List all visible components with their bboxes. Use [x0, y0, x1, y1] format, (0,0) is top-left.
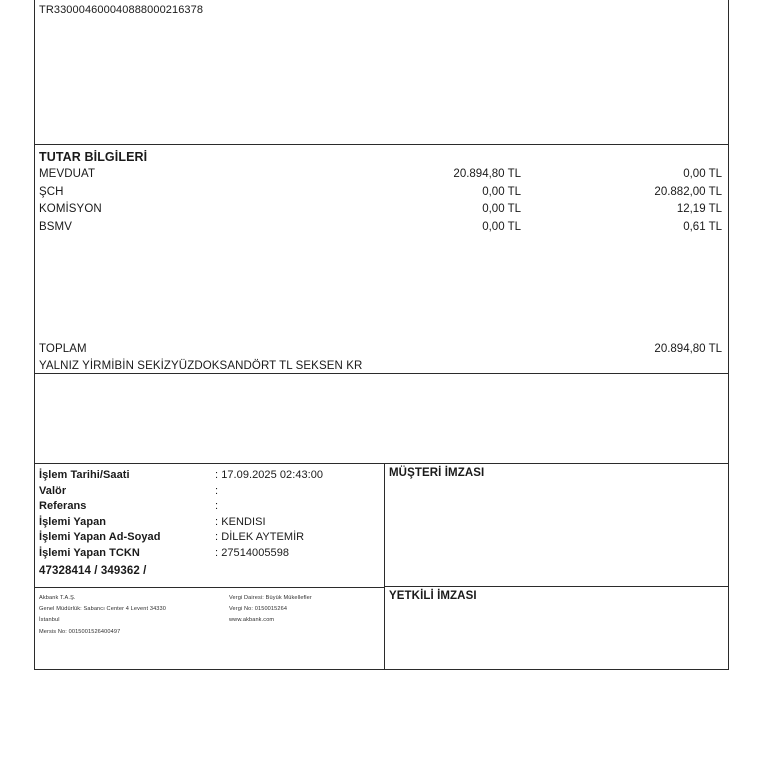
detail-row [39, 484, 384, 500]
fineprint-right: Vergi No: 0150015264 [229, 606, 288, 613]
total-label: TOPLAM [39, 343, 87, 355]
fineprint-row [39, 615, 384, 626]
fineprint-left: Mersis No: 0015001526400497 [39, 628, 121, 635]
amount-row [39, 166, 728, 184]
amount-credit: 0,61 TL [683, 220, 722, 233]
amount-debit: 0,00 TL [482, 185, 521, 198]
amount-credit: 0,00 TL [683, 168, 722, 180]
amount-debit: 0,00 TL [482, 220, 521, 233]
fineprint-row [39, 604, 384, 615]
detail-value: : 17.09.2025 02:43:00 [215, 469, 324, 481]
amount-debit: 20.894,80 TL [453, 168, 521, 180]
blank-notes-box [35, 373, 728, 464]
detail-value: : [215, 500, 219, 513]
official-signature-box [385, 587, 728, 669]
detail-row [39, 499, 384, 515]
amount-in-words: YALNIZ YİRMİBİN SEKİZYÜZDOKSANDÖRT TL SEKSEN KR [39, 360, 363, 372]
amount-row [39, 201, 728, 219]
official-signature-title: YETKİLİ İMZASI [389, 590, 477, 602]
transaction-details-block [35, 464, 384, 587]
detail-value: : KENDISI [215, 515, 266, 528]
total-row [39, 341, 728, 358]
detail-label: İşlemi Yapan Ad-Soyad [39, 531, 161, 544]
amount-row [39, 184, 728, 202]
customer-signature-box [385, 464, 728, 587]
detail-label: İşlemi Yapan TCKN [39, 546, 140, 559]
detail-value: : DİLEK AYTEMİR [215, 531, 305, 544]
customer-signature-title: MÜŞTERİ İMZASI [389, 467, 485, 479]
detail-label: Valör [39, 484, 67, 497]
fineprint-right [229, 627, 384, 638]
fineprint-left: İstanbul [39, 617, 60, 624]
signature-column [385, 464, 728, 669]
lower-section [35, 464, 728, 670]
amount-label: MEVDUAT [39, 168, 96, 180]
amount-information-section [35, 145, 728, 373]
bank-receipt [34, 0, 729, 670]
detail-label: Referans [39, 500, 87, 513]
iban-block [35, 0, 728, 145]
detail-row [39, 468, 384, 484]
detail-row [39, 530, 384, 546]
detail-label: İşlem Tarihi/Saati [39, 469, 130, 481]
detail-value: : [215, 484, 219, 497]
amount-section-title: TUTAR BİLGİLERİ [39, 150, 148, 164]
detail-row [39, 515, 384, 531]
iban-value: TR330004600040888000216378 [39, 4, 204, 16]
detail-value: : 27514005598 [215, 546, 290, 559]
bank-fineprint-block [35, 587, 384, 669]
fineprint-left: Akbank T.A.Ş. [39, 595, 76, 601]
amount-label: ŞCH [39, 185, 64, 198]
fineprint-website: www.akbank.com [229, 617, 275, 624]
transaction-details-column [35, 464, 385, 669]
fineprint-right: Vergi Dairesi: Büyük Mükellefler [229, 595, 312, 601]
total-value: 20.894,80 TL [654, 343, 722, 355]
fineprint-row [39, 593, 384, 604]
fineprint-row [39, 627, 384, 638]
account-reference-line: 47328414 / 349362 / [39, 564, 147, 577]
amount-credit: 12,19 TL [676, 203, 722, 215]
amount-label: KOMİSYON [39, 203, 102, 215]
amount-row [39, 219, 728, 237]
fineprint-left: Genel Müdürlük: Sabancı Center 4 Levent 34330 [39, 606, 166, 613]
amount-credit: 20.882,00 TL [654, 185, 722, 198]
detail-label: İşlemi Yapan [39, 515, 107, 528]
total-area [39, 341, 728, 374]
amount-label: BSMV [39, 220, 72, 233]
detail-row [39, 546, 384, 562]
amount-debit: 0,00 TL [482, 203, 521, 215]
